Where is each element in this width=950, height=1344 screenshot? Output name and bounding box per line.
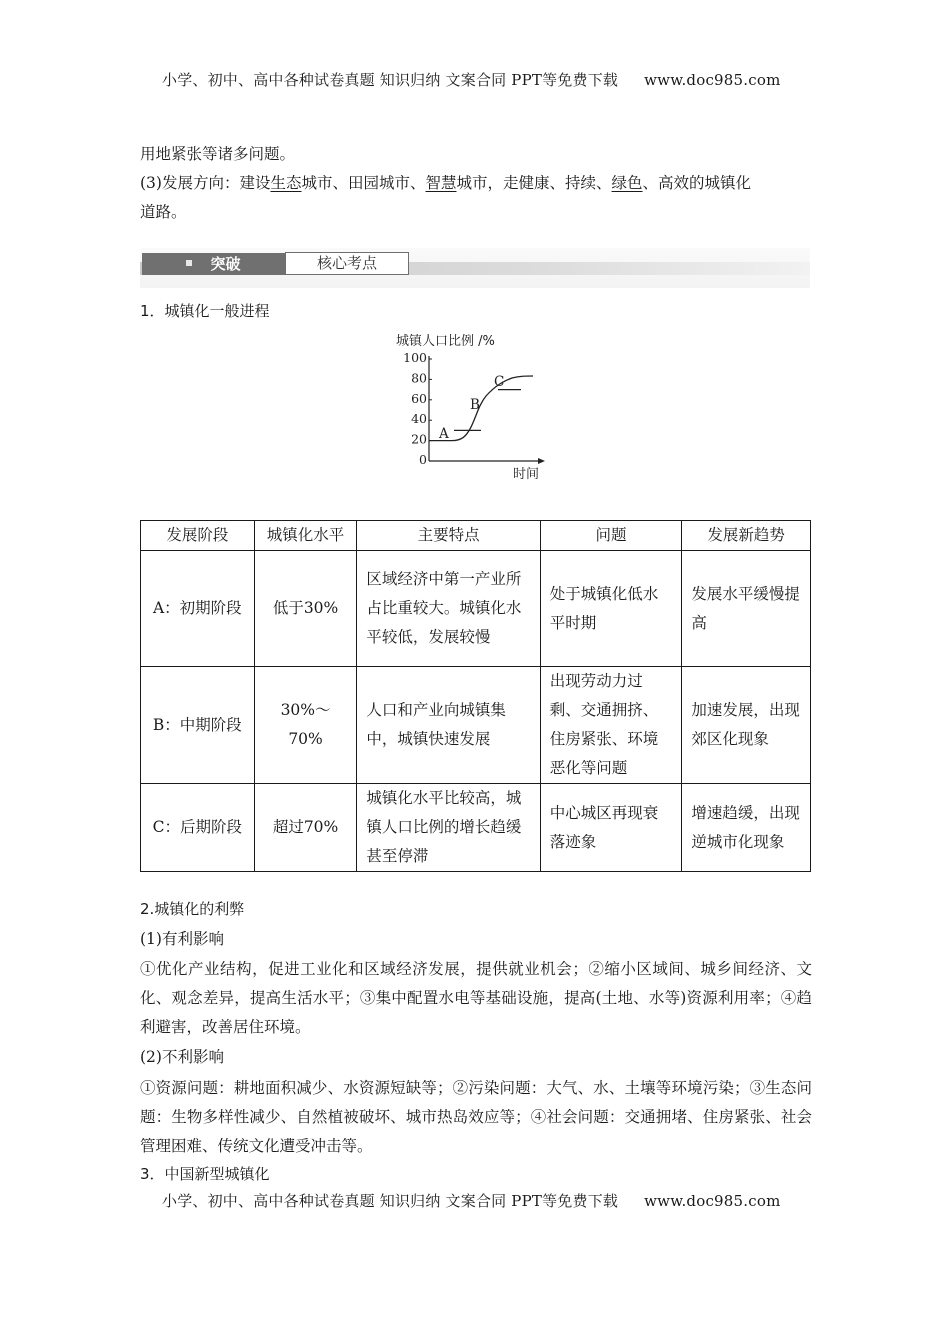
banner-tab-breakthrough: [142, 253, 285, 275]
table-cell: A：初期阶段: [141, 551, 255, 667]
table-cell: 出现劳动力过剩、交通拥挤、住房紧张、环境恶化等问题: [540, 667, 682, 784]
direction-line-2: 道路。: [140, 203, 187, 221]
column-header: 城镇化水平: [254, 521, 357, 551]
blank-green: 绿色: [611, 174, 643, 192]
table-cell: 超过70%: [254, 784, 357, 872]
table-cell: 处于城镇化低水平时期: [540, 551, 682, 667]
direction-text: 城市、田园城市、: [301, 174, 426, 192]
stage-a-label: A: [439, 426, 449, 442]
intro-line-1: 用地紧张等诸多问题。: [140, 145, 296, 163]
urbanization-stages-table: [140, 520, 811, 872]
section-banner: [140, 248, 810, 288]
urbanization-curve-chart: [390, 328, 560, 483]
page-header-url[interactable]: www.doc985.com: [644, 71, 781, 89]
banner-left-label: 突破: [210, 255, 241, 273]
section-2-title: 2.城镇化的利弊: [140, 900, 245, 918]
table-cell: 人口和产业向城镇集中，城镇快速发展: [357, 667, 540, 784]
table-cell: 30%～70%: [254, 667, 357, 784]
development-direction: [140, 169, 812, 198]
y-tick: 20: [411, 431, 427, 447]
chart-xlabel: 时间: [513, 467, 540, 482]
y-tick: 100: [403, 350, 427, 365]
table-row: [141, 667, 811, 784]
stage-b-label: B: [470, 397, 480, 413]
column-header: 发展阶段: [141, 521, 255, 551]
blank-smart: 智慧: [425, 174, 457, 192]
page-footer-url[interactable]: www.doc985.com: [644, 1192, 781, 1210]
y-tick: 0: [419, 452, 427, 467]
table-cell: 加速发展，出现郊区化现象: [682, 667, 811, 784]
direction-text: 、高效的城镇化: [642, 174, 752, 192]
advantages-heading: (1)有利影响: [140, 930, 224, 948]
section-1-title: 1．城镇化一般进程: [140, 302, 270, 320]
chart-ylabel: 城镇人口比例 /%: [396, 334, 495, 349]
page-header: [162, 69, 781, 90]
table-cell: C：后期阶段: [141, 784, 255, 872]
y-tick-labels: [403, 350, 427, 467]
y-tick: 40: [411, 411, 427, 427]
column-header: 主要特点: [357, 521, 540, 551]
table-row: [141, 784, 811, 872]
advantages-text: ①优化产业结构，促进工业化和区域经济发展，提供就业机会；②缩小区域间、城乡间经济、文化、观念差异，提高生活水平；③集中配置水电等基础设施，提高(土地、水等)资源利用率；④趋利避害，改善居住环境。: [140, 960, 812, 1036]
direction-prefix: (3)发展方向：建设: [140, 174, 271, 192]
table-cell: 中心城区再现衰落迹象: [540, 784, 682, 872]
section-3-title: 3．中国新型城镇化: [140, 1165, 270, 1183]
table-cell: 城镇化水平比较高，城镇人口比例的增长趋缓甚至停滞: [357, 784, 540, 872]
y-tick: 60: [411, 390, 427, 406]
table-cell: 增速趋缓，出现逆城市化现象: [682, 784, 811, 872]
table-cell: B：中期阶段: [141, 667, 255, 784]
stage-c-label: C: [494, 374, 505, 390]
column-header: 问题: [540, 521, 682, 551]
disadvantages-text: ①资源问题：耕地面积减少、水资源短缺等；②污染问题：大气、水、土壤等环境污染；③生态问题：生物多样性减少、自然植被破坏、城市热岛效应等；④社会问题：交通拥堵、住房紧张、社会管理困难、传统文化遭受冲击等。: [140, 1079, 812, 1155]
square-bullet-icon: [186, 260, 192, 266]
table-cell: 发展水平缓慢提高: [682, 551, 811, 667]
table-row: [141, 551, 811, 667]
table-cell: 低于30%: [254, 551, 357, 667]
page-header-text: 小学、初中、高中各种试卷真题 知识归纳 文案合同 PPT等免费下载: [162, 71, 619, 89]
table-cell: 区域经济中第一产业所占比重较大。城镇化水平较低，发展较慢: [357, 551, 540, 667]
stage-labels: [438, 374, 504, 442]
blank-ecological: 生态: [270, 174, 302, 192]
y-tick: 80: [411, 370, 427, 386]
direction-text: 城市，走健康、持续、: [456, 174, 612, 192]
banner-tab-key-points: 核心考点: [285, 252, 409, 275]
page-footer-text: 小学、初中、高中各种试卷真题 知识归纳 文案合同 PPT等免费下载: [162, 1192, 619, 1210]
page-footer: [162, 1190, 781, 1211]
column-header: 发展新趋势: [682, 521, 811, 551]
x-axis-arrow-icon: [538, 458, 545, 464]
disadvantages-heading: (2)不利影响: [140, 1048, 224, 1066]
table-header-row: [141, 521, 811, 551]
